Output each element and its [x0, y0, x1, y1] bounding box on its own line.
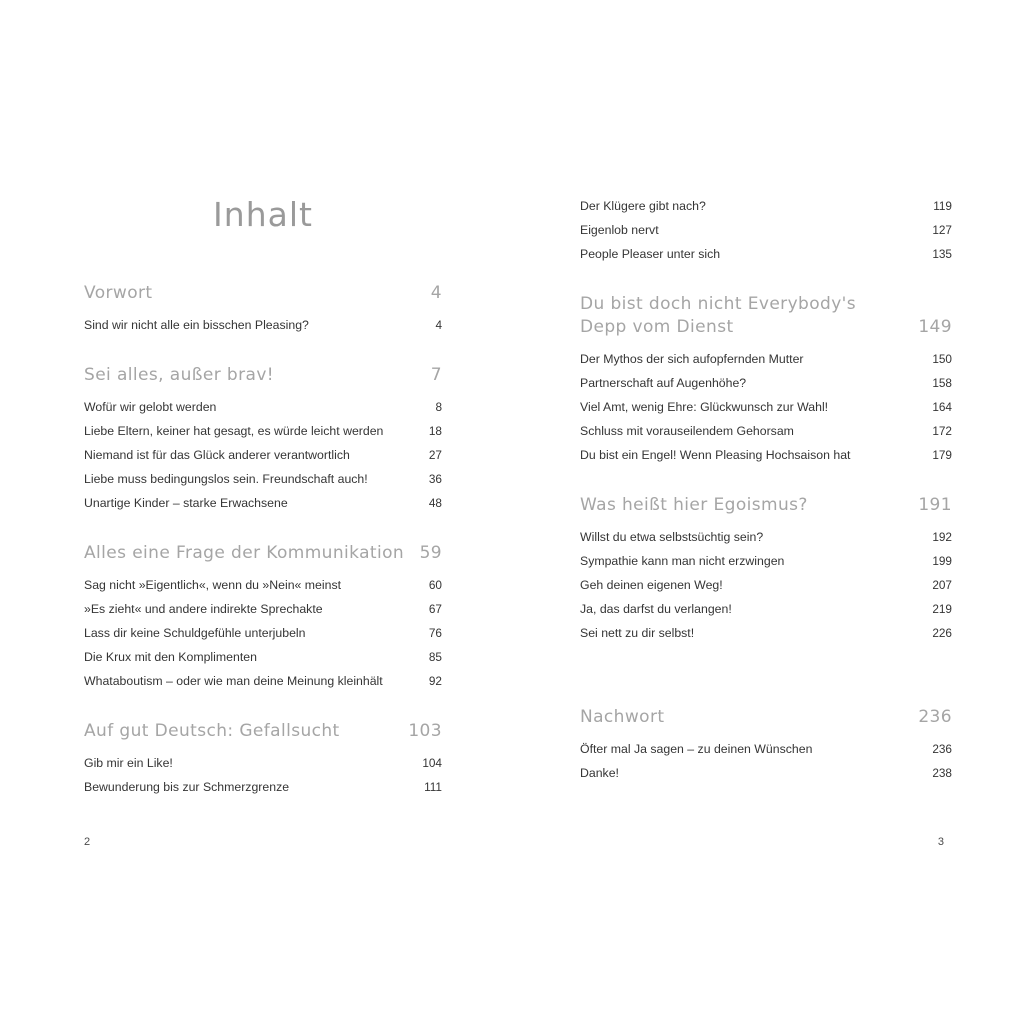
toc-entry[interactable] — [580, 622, 952, 646]
toc-entry-title: Unartige Kinder – starke Erwachsene — [84, 496, 288, 511]
toc-entry-title: Du bist ein Engel! Wenn Pleasing Hochsaison hat — [580, 448, 851, 463]
toc-entry-page: 135 — [932, 247, 952, 262]
right-page — [512, 0, 1024, 1024]
toc-entry-title: Der Klügere gibt nach? — [580, 199, 706, 214]
toc-entry-page: 104 — [422, 756, 442, 771]
toc-entry[interactable] — [84, 574, 442, 598]
toc-section-page: 103 — [408, 720, 442, 741]
toc-section-page: 236 — [918, 707, 952, 728]
toc-entry[interactable] — [84, 314, 442, 338]
toc-entry-title: Viel Amt, wenig Ehre: Glückwunsch zur Wahl! — [580, 400, 829, 415]
toc-entry-title: Gib mir ein Like! — [84, 756, 173, 771]
toc-entry-page: 164 — [932, 400, 952, 415]
toc-entry[interactable] — [84, 420, 442, 444]
toc-entry-title: Willst du etwa selbstsüchtig sein? — [580, 530, 764, 545]
toc-entry[interactable] — [84, 396, 442, 420]
toc-entry-page: 179 — [932, 448, 952, 463]
toc-entry[interactable] — [580, 550, 952, 574]
toc-entry-page: 85 — [428, 650, 442, 665]
toc-section-head[interactable] — [84, 542, 442, 565]
toc-entry-page: 92 — [428, 674, 442, 689]
toc-entry-page: 236 — [932, 742, 952, 757]
toc-entry[interactable] — [580, 348, 952, 372]
toc-entry-title: Lass dir keine Schuldgefühle unterjubeln — [84, 626, 306, 641]
toc-entry[interactable] — [84, 752, 442, 776]
toc-entry-page: 199 — [932, 554, 952, 569]
toc-entry-page: 111 — [424, 780, 442, 795]
toc-entry-title: »Es zieht« und andere indirekte Sprechakte — [84, 602, 323, 617]
toc-entry[interactable] — [84, 444, 442, 468]
toc-entry[interactable] — [84, 622, 442, 646]
toc-entry[interactable] — [580, 243, 952, 267]
toc-entry[interactable] — [580, 420, 952, 444]
folio-left: 2 — [84, 836, 91, 848]
toc-entry-title: Liebe Eltern, keiner hat gesagt, es würde leicht werden — [84, 424, 384, 438]
toc-entry[interactable] — [84, 646, 442, 670]
toc-section-head[interactable] — [84, 720, 442, 743]
toc-entry-page: 18 — [428, 424, 442, 438]
toc-entry-title: Wofür wir gelobt werden — [84, 399, 217, 414]
toc-continued-entries — [580, 195, 952, 267]
toc-entry-title: Partnerschaft auf Augenhöhe? — [580, 376, 747, 391]
toc-section — [580, 494, 952, 646]
toc-section — [84, 282, 442, 338]
toc-section-head[interactable] — [580, 706, 952, 729]
toc-entry-title: Whataboutism – oder wie man deine Meinung kleinhält — [84, 674, 383, 689]
toc-section-title: Du bist doch nicht Everybody's Depp vom Dienst — [580, 294, 856, 337]
toc-entry-title: Eigenlob nervt — [580, 223, 659, 238]
toc-section-title: Alles eine Frage der Kommunikation — [84, 542, 405, 563]
toc-section-page: 191 — [918, 495, 952, 515]
toc-entry-title: Bewunderung bis zur Schmerzgrenze — [84, 780, 290, 795]
toc-entry[interactable] — [580, 396, 952, 420]
toc-section-title: Sei alles, außer brav! — [84, 364, 274, 385]
toc-section-page: 4 — [430, 283, 442, 303]
toc-section-head[interactable] — [84, 282, 442, 305]
toc-entry-title: Niemand ist für das Glück anderer verantwortlich — [84, 448, 350, 463]
toc-entry[interactable] — [84, 670, 442, 694]
toc-entry-page: 4 — [435, 318, 442, 333]
toc-entry[interactable] — [580, 598, 952, 622]
toc-section-title: Was heißt hier Egoismus? — [580, 495, 808, 515]
toc-section-head[interactable] — [580, 293, 952, 339]
toc-section-page: 149 — [918, 316, 952, 337]
toc-section-head[interactable] — [84, 364, 442, 387]
toc-entry-page: 226 — [932, 626, 952, 641]
toc-entry-title: Ja, das darfst du verlangen! — [580, 602, 732, 617]
toc-entry[interactable] — [580, 372, 952, 396]
toc-entry-title: Sind wir nicht alle ein bisschen Pleasing? — [84, 318, 309, 333]
toc-section-page: 59 — [419, 542, 442, 563]
toc-entry-page: 150 — [932, 352, 952, 367]
toc-entry-page: 172 — [932, 424, 952, 439]
toc-section-head[interactable] — [580, 494, 952, 517]
toc-entry[interactable] — [580, 219, 952, 243]
toc-entry-title: People Pleaser unter sich — [580, 247, 721, 262]
toc-entry-page: 219 — [932, 602, 952, 617]
toc-entry-title: Geh deinen eigenen Weg! — [580, 578, 723, 593]
toc-entry-title: Danke! — [580, 766, 619, 781]
toc-entry-page: 48 — [428, 496, 442, 511]
toc-entry-title: Schluss mit vorauseilendem Gehorsam — [580, 424, 794, 439]
toc-entry-page: 192 — [932, 530, 952, 545]
toc-entry[interactable] — [580, 738, 952, 762]
toc-entry[interactable] — [84, 468, 442, 492]
toc-section-page: 7 — [430, 364, 442, 385]
toc-section — [84, 364, 442, 516]
toc-entry-title: Die Krux mit den Komplimenten — [84, 650, 257, 665]
toc-entry[interactable] — [84, 492, 442, 516]
toc-section — [84, 542, 442, 694]
toc-entry[interactable] — [580, 444, 952, 468]
toc-entry-page: 67 — [428, 602, 442, 617]
toc-entry-page: 119 — [933, 199, 952, 214]
toc-entry-page: 60 — [428, 578, 442, 592]
toc-entry[interactable] — [580, 195, 952, 219]
toc-entry[interactable] — [580, 762, 952, 786]
toc-entry-page: 36 — [428, 472, 442, 487]
toc-section — [84, 720, 442, 800]
toc-section-title: Nachwort — [580, 707, 665, 728]
toc-section-title: Vorwort — [84, 283, 153, 303]
toc-entry-page: 76 — [428, 626, 442, 641]
toc-entry-page: 238 — [932, 766, 952, 781]
toc-entry-page: 158 — [932, 376, 952, 391]
toc-entry[interactable] — [580, 526, 952, 550]
toc-entry-page: 27 — [428, 448, 442, 463]
page-title: Inhalt — [213, 195, 313, 234]
toc-section-title: Auf gut Deutsch: Gefallsucht — [84, 720, 340, 741]
toc-entry-title: Sei nett zu dir selbst! — [580, 626, 695, 641]
toc-sections-right — [580, 293, 952, 786]
toc-entry-title: Sympathie kann man nicht erzwingen — [580, 554, 785, 569]
toc-entry-page: 8 — [435, 399, 442, 414]
toc-section — [580, 706, 952, 786]
toc-entry-page: 127 — [932, 223, 952, 238]
toc-entry-title: Öfter mal Ja sagen – zu deinen Wünschen — [580, 742, 813, 757]
toc-entry[interactable] — [84, 776, 442, 800]
toc-entry[interactable] — [580, 574, 952, 598]
toc-sections-left — [84, 282, 442, 800]
toc-entry[interactable] — [84, 598, 442, 622]
toc-entry-page: 207 — [932, 578, 952, 593]
toc-entry-title: Liebe muss bedingungslos sein. Freundschaft auch! — [84, 472, 368, 487]
toc-section — [580, 293, 952, 468]
toc-entry-title: Sag nicht »Eigentlich«, wenn du »Nein« meinst — [84, 578, 342, 592]
folio-right: 3 — [937, 836, 944, 848]
toc-entry-title: Der Mythos der sich aufopfernden Mutter — [580, 352, 804, 367]
